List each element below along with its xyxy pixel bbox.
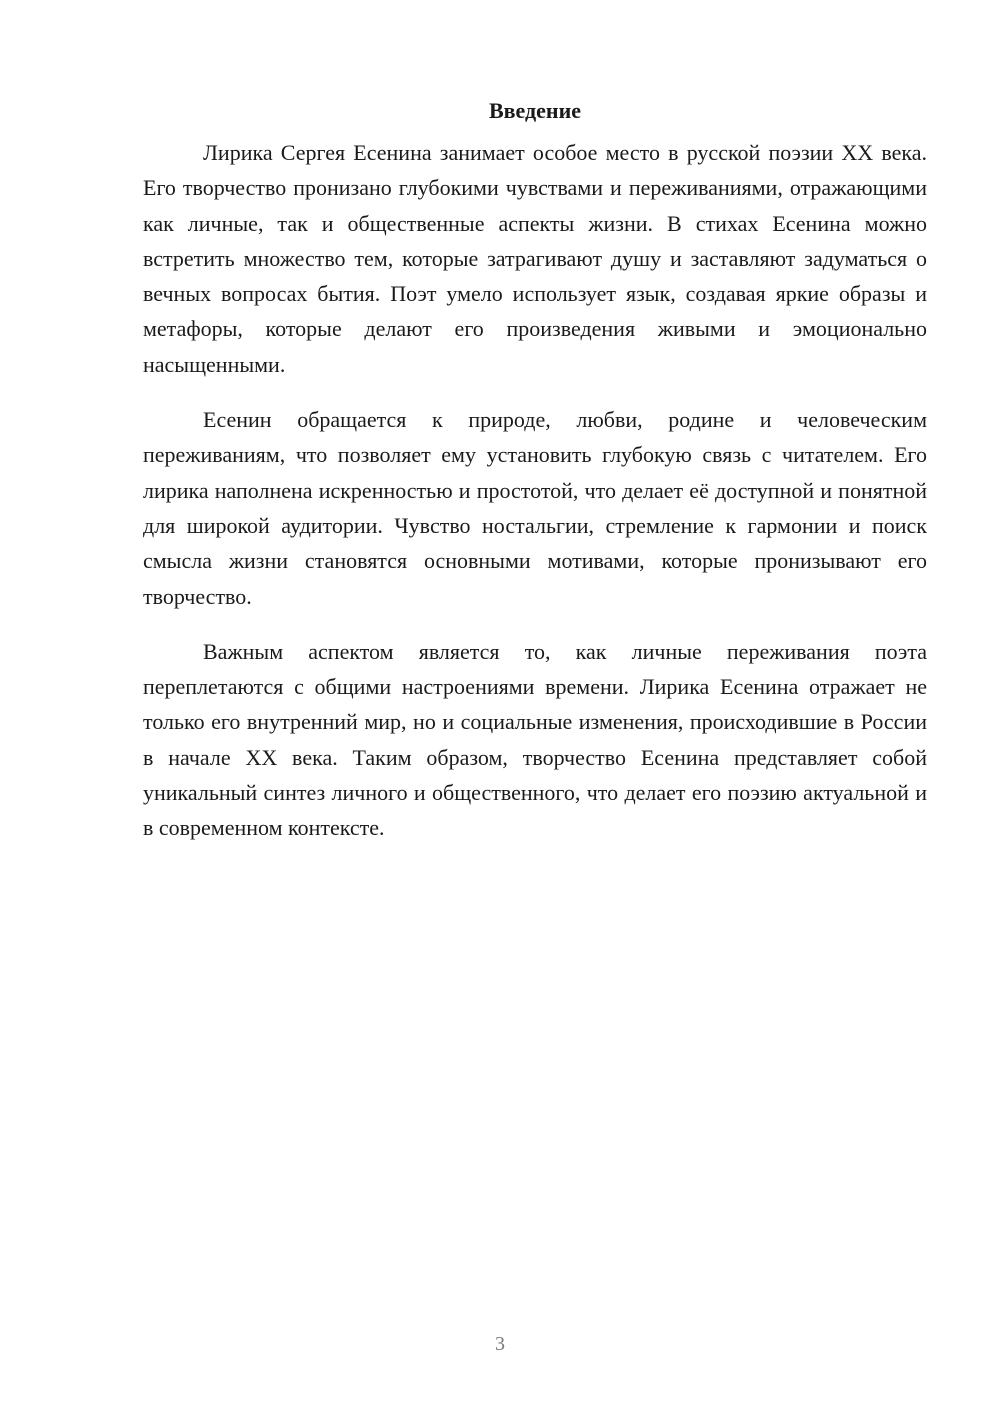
- paragraph-3: Важным аспектом является то, как личные переживания поэта переплетаются с общими настроениями времени. Лирика Есенина отражает не только его внутренний мир, но и социальные изменения, происходившие в России в начале XX века. Таким образом, творчество Есенина представляет собой уникальный синтез личного и общественного, что делает его поэзию актуальной и в современном контексте.: [143, 638, 927, 841]
- section-title: Введение: [488, 98, 582, 123]
- page-number: 3: [495, 1333, 505, 1355]
- page-content: [143, 96, 927, 866]
- paragraph-1: Лирика Сергея Есенина занимает особое место в русской поэзии XX века. Его творчество пронизано глубокими чувствами и переживаниями, отражающими как личные, так и общественные аспекты жизни. В стихах Есенина можно встретить множество тем, которые затрагивают душу и заставляют задуматься о вечных вопросах бытия. Поэт умело использует язык, создавая яркие образы и метафоры, которые делают его произведения живыми и эмоционально насыщенными.: [143, 140, 927, 377]
- paragraph-2: Есенин обращается к природе, любви, родине и человеческим переживаниям, что позволяет ему установить глубокую связь с читателем. Его лирика наполнена искренностью и простотой, что делает её доступной и понятной для широкой аудитории. Чувство ностальгии, стремление к гармонии и поиск смысла жизни становятся основными мотивами, которые пронизывают его творчество.: [143, 407, 927, 609]
